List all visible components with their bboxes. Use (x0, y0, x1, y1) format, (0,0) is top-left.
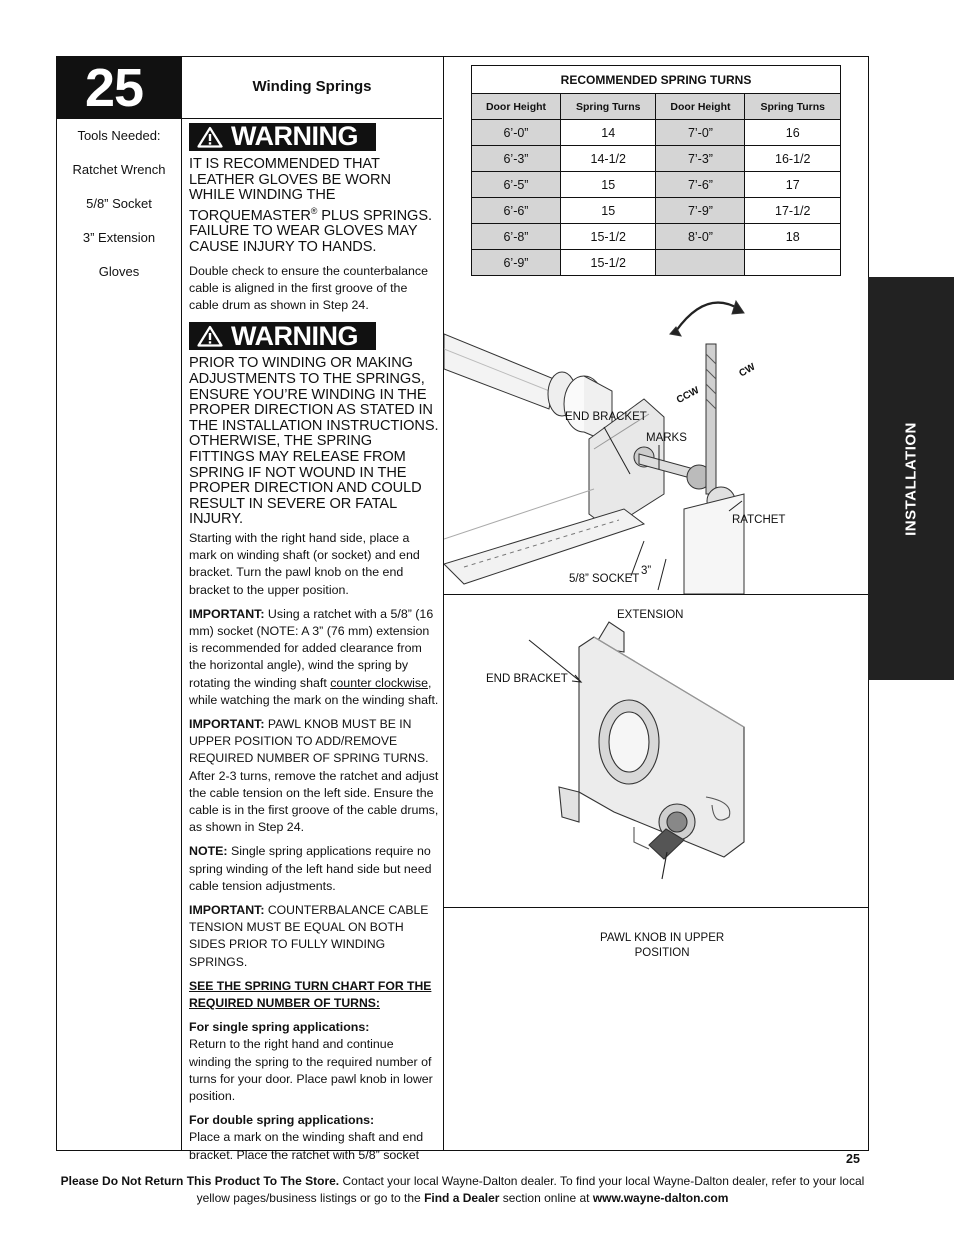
page-number: 25 (846, 1152, 860, 1166)
tool-item: Gloves (98, 264, 140, 279)
warning-label: WARNING (231, 121, 358, 152)
table-header: Door Height (656, 94, 745, 120)
step-number: 25 (57, 57, 182, 119)
end-bracket-label: END BRACKET (486, 673, 568, 685)
tools-column (57, 57, 182, 1150)
table-row: 6’-3” 14-1/2 7’-3” 16-1/2 (472, 146, 841, 172)
table-row: 6’-8” 15-1/2 8’-0” 18 (472, 224, 841, 250)
double-spring-section: For double spring applications: Place a mark on the winding shaft and end bracket. Place the ratchet with 5/8” socket (189, 1113, 424, 1162)
step-frame (56, 56, 869, 1162)
illustration-column (444, 57, 868, 1150)
note: NOTE: Single spring applications require no spring winding of the left hand side but need cable tension adjustments. (189, 844, 432, 893)
warning-text: IT IS RECOMMENDED THAT LEATHER GLOVES BE WORN WHILE WINDING THE TORQUEMASTER® PLUS SPRINGS. FAILURE TO WEAR GLOVES MAY CAUSE INJURY TO HANDS. (189, 156, 432, 256)
table-header: Spring Turns (745, 94, 841, 120)
warning-badge (189, 322, 376, 350)
pawl-knob-diagram (444, 597, 869, 959)
extension-label-b: EXTENSION (617, 609, 684, 621)
important-note: IMPORTANT: Using a ratchet with a 5/8” (16 mm) socket (NOTE: A 3” (76 mm) extension is recommended for added clearance from the horizontal angle), wind the spring by rotating the winding shaft counter clockwise, while watching the mark on the winding shaft. (189, 606, 439, 707)
pawl-knob-label: PAWL KNOB IN UPPER POSITION (600, 932, 725, 959)
instructions-body (189, 123, 439, 1164)
important-note: IMPORTANT: COUNTERBALANCE CABLE TENSION MUST BE EQUAL ON BOTH SIDES PRIOR TO FULLY WINDING SPRINGS. (189, 903, 429, 969)
paragraph: Starting with the right hand side, place a mark on winding shaft (or socket) and end bracket. Turn the pawl knob on the end bracket to the upper position. (189, 530, 420, 597)
marks-label: MARKS (646, 432, 687, 444)
warning-text: PRIOR TO WINDING OR MAKING ADJUSTMENTS TO THE SPRINGS, ENSURE YOU’RE WINDING IN THE PROPER DIRECTION AS STATED IN THE INSTALLATION INSTRUCTIONS. OTHERWISE, THE SPRING FITTINGS MAY RELEASE FROM SPRING IF NOT WOUND IN THE PROPER DIRECTION AND COULD RESULT IN SEVERE OR FATAL INJURY. (189, 355, 439, 528)
cw-label: CW (737, 361, 758, 380)
table-row: 6’-0” 14 7’-0” 16 (472, 120, 841, 146)
footer: Please Do Not Return This Product To The Store. Contact your local Wayne-Dalton dealer. To find your local Wayne-Dalton dealer, refer to your local yellow pages/business listings or go to the Find a Dealer section online at www.wayne-dalton.com (60, 1174, 865, 1205)
tool-item: 3” Extension (82, 230, 156, 245)
socket-label: 5/8” SOCKET (569, 573, 640, 585)
divider (444, 594, 868, 595)
divider (444, 907, 868, 908)
ccw-label: CCW (674, 385, 702, 406)
warning-triangle-icon (197, 126, 223, 148)
single-spring-section: For single spring applications: Return to the right hand and continue winding the spring to the required number of turns for your door. Place pawl knob in lower position. (189, 1020, 433, 1104)
warning-badge (189, 123, 376, 151)
tools-heading: Tools Needed: (77, 128, 161, 143)
table-header: Spring Turns (560, 94, 656, 120)
warning-triangle-icon (197, 325, 223, 347)
ratchet-label: RATCHET (732, 514, 786, 526)
table-row: 6’-9” 15-1/2 (472, 250, 841, 276)
end-bracket-label: END BRACKET (565, 411, 647, 423)
extension-label-a: 3” (641, 565, 652, 577)
winding-diagram (444, 279, 869, 621)
chart-reference: SEE THE SPRING TURN CHART FOR THE REQUIRED NUMBER OF TURNS: (189, 978, 432, 1011)
table-row: 6’-5” 15 7’-6” 17 (472, 172, 841, 198)
tool-item: Ratchet Wrench (72, 162, 166, 177)
step-title: Winding Springs (182, 57, 442, 119)
table-header: Door Height (472, 94, 561, 120)
table-caption: RECOMMENDED SPRING TURNS (472, 66, 841, 94)
instructions-column (182, 57, 444, 1162)
tool-item: 5/8” Socket (86, 196, 152, 211)
warning-label: WARNING (231, 320, 358, 351)
table-row: 6’-6” 15 7’-9” 17-1/2 (472, 198, 841, 224)
section-tab-label: INSTALLATION (902, 421, 920, 536)
section-tab (868, 277, 954, 680)
spring-turns-table (471, 65, 841, 276)
end-bracket-illustration (444, 597, 869, 907)
important-note: IMPORTANT: PAWL KNOB MUST BE IN UPPER POSITION TO ADD/REMOVE REQUIRED NUMBER OF SPRING TURNS. After 2-3 turns, remove the ratchet and adjust the cable tension on the left side. Ensure the cable is in the first groove of the cable drums, as shown in Step 24. (189, 717, 439, 835)
paragraph: Double check to ensure the counterbalance cable is aligned in the first groove of the cable drum as shown in Step 24. (189, 263, 429, 313)
tools-list (57, 119, 181, 289)
